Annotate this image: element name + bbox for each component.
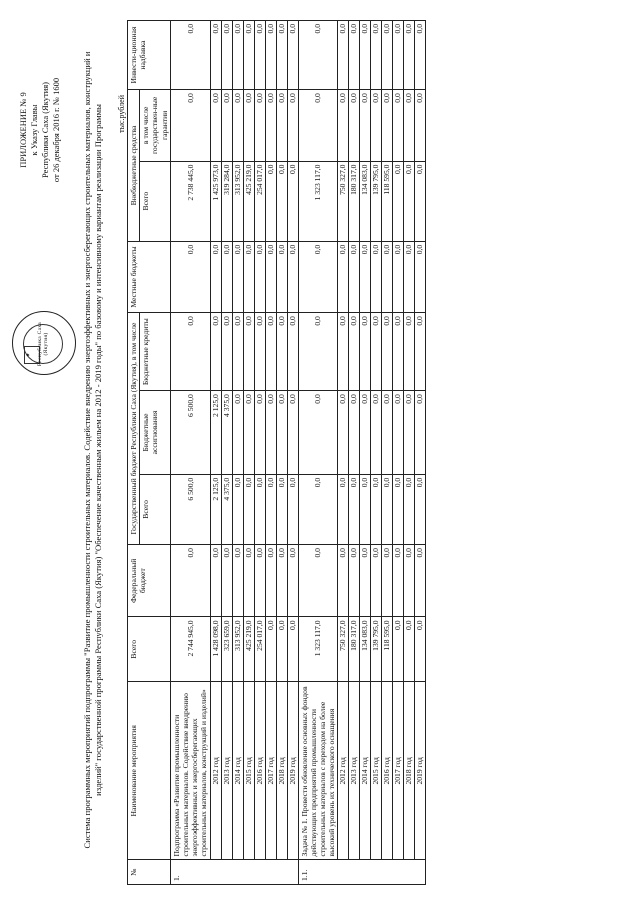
year-value: 0,0 (349, 545, 360, 617)
year-value: 0,0 (210, 90, 221, 161)
year-value: 0,0 (287, 90, 298, 161)
year-value: 0,0 (393, 313, 404, 391)
year-value: 0,0 (393, 241, 404, 312)
year-value: 0,0 (243, 90, 254, 161)
year-value: 4 375,0 (221, 474, 232, 544)
document-title: Система программных мероприятий подпрограммы "Развитие промышленности строительных материалов. Содействие внедрению энергоэффективных и энергосберегающих строительных материалов, конструкций и изделий" государственной программы Республики Саха (Якутия) "Обеспечение качественным жильем на 2012 - 2019 годы" по базовому и интенсивному вариантам реализации Программы (82, 51, 103, 849)
year-value: 0,0 (349, 474, 360, 544)
year-value: 0,0 (393, 21, 404, 90)
section-value: 0,0 (170, 241, 210, 312)
year-value: 2 125,0 (210, 391, 221, 475)
year-value: 0,0 (360, 241, 371, 312)
year-value: 0,0 (265, 617, 276, 682)
year-value: 0,0 (210, 313, 221, 391)
year-value: 0,0 (382, 391, 393, 475)
col-state-group: Государственный бюджет Республики Саха (Якутия), в том числе (128, 313, 140, 545)
year-value: 139 795,0 (371, 617, 382, 682)
year-value: 0,0 (415, 474, 426, 544)
year-value: 0,0 (404, 161, 415, 241)
year-label: 2015 год (371, 682, 382, 860)
year-row (393, 21, 404, 885)
year-row (382, 21, 393, 885)
year-value: 0,0 (393, 90, 404, 161)
year-value: 0,0 (338, 21, 349, 90)
year-value: 0,0 (232, 90, 243, 161)
appendix-region: Республики Саха (Якутия) (40, 82, 50, 179)
section-value: 0,0 (170, 21, 210, 90)
year-value: 2 125,0 (210, 474, 221, 544)
year-value: 0,0 (338, 241, 349, 312)
year-value: 0,0 (415, 617, 426, 682)
year-value: 118 595,0 (382, 617, 393, 682)
year-row (338, 21, 349, 885)
year-label: 2017 год (393, 682, 404, 860)
appendix-ref: к Указу Главы (29, 104, 39, 156)
official-seal (12, 311, 76, 375)
section-value: 0,0 (298, 241, 338, 312)
col-name: Наименование мероприятия (128, 682, 171, 860)
section-row (170, 21, 210, 885)
year-value: 0,0 (232, 21, 243, 90)
year-value: 0,0 (265, 391, 276, 475)
year-value: 180 317,0 (349, 617, 360, 682)
year-value: 0,0 (349, 391, 360, 475)
section-value: 1 323 117,0 (298, 161, 338, 241)
year-value: 0,0 (371, 391, 382, 475)
year-value: 0,0 (287, 474, 298, 544)
year-label: 2015 год (243, 682, 254, 860)
seal-emblem: ✦ (24, 346, 40, 364)
year-value: 0,0 (404, 617, 415, 682)
year-value: 0,0 (360, 474, 371, 544)
year-value: 0,0 (232, 391, 243, 475)
col-state-credit: Бюджетные кредиты (140, 313, 171, 391)
year-value: 0,0 (243, 241, 254, 312)
year-value: 0,0 (415, 161, 426, 241)
year-value: 0,0 (287, 161, 298, 241)
year-value: 0,0 (393, 545, 404, 617)
year-value: 0,0 (276, 161, 287, 241)
col-num: № (128, 860, 171, 885)
year-value: 0,0 (254, 545, 265, 617)
year-value: 425 219,0 (243, 617, 254, 682)
year-row (404, 21, 415, 885)
year-value: 0,0 (265, 545, 276, 617)
year-value: 0,0 (232, 241, 243, 312)
year-row (276, 21, 287, 885)
year-value: 0,0 (360, 545, 371, 617)
year-value: 0,0 (221, 241, 232, 312)
year-label: 2018 год (404, 682, 415, 860)
year-label: 2017 год (265, 682, 276, 860)
year-value: 134 083,0 (360, 161, 371, 241)
year-value: 0,0 (393, 161, 404, 241)
year-value: 0,0 (243, 21, 254, 90)
year-value: 0,0 (404, 241, 415, 312)
year-value: 0,0 (254, 313, 265, 391)
year-value: 0,0 (232, 474, 243, 544)
year-value: 0,0 (338, 474, 349, 544)
col-state-assign: Бюджетные ассигнования (140, 391, 171, 475)
year-value: 0,0 (243, 391, 254, 475)
year-value: 0,0 (287, 545, 298, 617)
section-name: Задача № 1. Провести обновление основных фондов действующих предприятий промышленности строительных материалов с переходом на более высокий уровень их технического оснащения (298, 682, 338, 860)
section-value: 0,0 (298, 313, 338, 391)
appendix-header (18, 20, 62, 240)
year-value: 0,0 (221, 21, 232, 90)
section-value: 0,0 (298, 391, 338, 475)
section-value: 0,0 (298, 21, 338, 90)
year-value: 0,0 (254, 90, 265, 161)
year-value: 0,0 (415, 241, 426, 312)
year-value: 0,0 (382, 313, 393, 391)
year-value: 0,0 (393, 474, 404, 544)
appendix-number: ПРИЛОЖЕНИЕ № 9 (18, 92, 28, 168)
year-value: 0,0 (287, 617, 298, 682)
year-value: 0,0 (265, 21, 276, 90)
year-value: 0,0 (393, 617, 404, 682)
year-row (243, 21, 254, 885)
year-value: 0,0 (415, 313, 426, 391)
year-value: 0,0 (254, 474, 265, 544)
year-value: 0,0 (382, 474, 393, 544)
year-label: 2018 год (276, 682, 287, 860)
col-extra-guar: в том числе государствен-ные гарантии (140, 90, 171, 161)
year-label: 2013 год (349, 682, 360, 860)
year-label: 2019 год (287, 682, 298, 860)
year-value: 0,0 (276, 241, 287, 312)
year-value: 0,0 (221, 545, 232, 617)
year-value: 0,0 (349, 313, 360, 391)
year-value: 0,0 (210, 21, 221, 90)
year-value: 0,0 (415, 21, 426, 90)
year-value: 139 795,0 (371, 161, 382, 241)
year-value: 254 017,0 (254, 617, 265, 682)
year-value: 0,0 (243, 545, 254, 617)
year-value: 0,0 (287, 391, 298, 475)
section-value: 6 500,0 (170, 474, 210, 544)
year-value: 0,0 (360, 21, 371, 90)
section-value: 1 323 117,0 (298, 617, 338, 682)
header-row (128, 21, 140, 885)
section-name: Подпрограмма «Развитие промышленности строительных материалов. Содействие внедрению энергоэффективных и энергосберегающих строительных материалов, конструкций и изделий» (170, 682, 210, 860)
year-value: 0,0 (276, 90, 287, 161)
year-value: 0,0 (265, 90, 276, 161)
year-value: 0,0 (221, 90, 232, 161)
year-label: 2019 год (415, 682, 426, 860)
year-label: 2012 год (210, 682, 221, 860)
year-value: 0,0 (265, 241, 276, 312)
year-value: 313 952,0 (232, 617, 243, 682)
year-label: 2014 год (232, 682, 243, 860)
year-value: 0,0 (382, 90, 393, 161)
section-value: 0,0 (298, 90, 338, 161)
year-value: 0,0 (371, 313, 382, 391)
year-value: 319 284,0 (221, 161, 232, 241)
year-value: 0,0 (360, 313, 371, 391)
year-value: 313 952,0 (232, 161, 243, 241)
year-value: 0,0 (360, 90, 371, 161)
year-value: 0,0 (276, 617, 287, 682)
year-value: 0,0 (232, 313, 243, 391)
year-value: 0,0 (382, 241, 393, 312)
year-value: 0,0 (382, 21, 393, 90)
section-value: 6 500,0 (170, 391, 210, 475)
year-value: 0,0 (338, 391, 349, 475)
year-value: 0,0 (287, 313, 298, 391)
year-row (221, 21, 232, 885)
year-value: 118 595,0 (382, 161, 393, 241)
year-value: 0,0 (287, 241, 298, 312)
col-local: Местные бюджеты (128, 241, 171, 312)
col-total: Всего (128, 617, 171, 682)
year-value: 0,0 (349, 90, 360, 161)
year-value: 0,0 (276, 474, 287, 544)
year-value: 0,0 (210, 545, 221, 617)
year-value: 0,0 (265, 313, 276, 391)
year-value: 0,0 (404, 545, 415, 617)
year-row (415, 21, 426, 885)
year-value: 0,0 (265, 161, 276, 241)
year-label: 2012 год (338, 682, 349, 860)
year-value: 134 083,0 (360, 617, 371, 682)
year-value: 0,0 (276, 545, 287, 617)
year-value: 0,0 (371, 241, 382, 312)
year-value: 254 017,0 (254, 161, 265, 241)
year-value: 0,0 (232, 545, 243, 617)
year-value: 0,0 (371, 21, 382, 90)
unit-label: тыс.рублей (117, 95, 126, 133)
year-value: 425 219,0 (243, 161, 254, 241)
year-value: 0,0 (210, 241, 221, 312)
section-value: 0,0 (298, 545, 338, 617)
year-value: 0,0 (221, 313, 232, 391)
year-value: 1 425 973,0 (210, 161, 221, 241)
section-value: 2 738 445,0 (170, 161, 210, 241)
year-value: 0,0 (404, 21, 415, 90)
year-value: 0,0 (338, 545, 349, 617)
year-row (265, 21, 276, 885)
year-row (232, 21, 243, 885)
year-value: 0,0 (276, 313, 287, 391)
appendix-date: от 26 декабря 2016 г. № 1600 (51, 77, 61, 183)
col-state-total: Всего (140, 474, 171, 544)
year-value: 0,0 (371, 474, 382, 544)
year-row (254, 21, 265, 885)
year-value: 0,0 (287, 21, 298, 90)
program-table (127, 20, 426, 885)
year-value: 180 317,0 (349, 161, 360, 241)
year-value: 0,0 (415, 545, 426, 617)
section-row (298, 21, 338, 885)
year-value: 0,0 (371, 545, 382, 617)
year-label: 2014 год (360, 682, 371, 860)
year-value: 750 327,0 (338, 161, 349, 241)
year-row (349, 21, 360, 885)
year-value: 0,0 (382, 545, 393, 617)
year-label: 2016 год (382, 682, 393, 860)
year-value: 0,0 (243, 313, 254, 391)
year-row (287, 21, 298, 885)
year-value: 0,0 (254, 21, 265, 90)
year-value: 0,0 (254, 241, 265, 312)
year-value: 0,0 (338, 90, 349, 161)
col-extra-group: Внебюджетные средства (128, 90, 140, 242)
section-number: 1.1. (298, 860, 426, 885)
table-body (170, 21, 426, 885)
section-value: 0,0 (298, 474, 338, 544)
year-value: 0,0 (404, 391, 415, 475)
year-row (360, 21, 371, 885)
year-value: 0,0 (415, 90, 426, 161)
year-row (210, 21, 221, 885)
year-value: 0,0 (243, 474, 254, 544)
year-value: 4 375,0 (221, 391, 232, 475)
year-value: 750 327,0 (338, 617, 349, 682)
section-value: 0,0 (170, 545, 210, 617)
year-value: 0,0 (349, 241, 360, 312)
col-extra-total: Всего (140, 161, 171, 241)
year-value: 0,0 (415, 391, 426, 475)
year-value: 0,0 (338, 313, 349, 391)
year-label: 2016 год (254, 682, 265, 860)
year-value: 0,0 (254, 391, 265, 475)
col-federal: Федеральный бюджет (128, 545, 171, 617)
year-value: 0,0 (349, 21, 360, 90)
year-value: 323 659,0 (221, 617, 232, 682)
year-value: 0,0 (276, 21, 287, 90)
seal-text: Республика Саха (Якутия) (37, 321, 49, 367)
year-value: 0,0 (393, 391, 404, 475)
year-value: 0,0 (265, 474, 276, 544)
section-value: 0,0 (170, 90, 210, 161)
year-value: 0,0 (360, 391, 371, 475)
year-label: 2013 год (221, 682, 232, 860)
section-value: 2 744 945,0 (170, 617, 210, 682)
year-value: 0,0 (404, 313, 415, 391)
section-number: 1. (170, 860, 298, 885)
year-row (371, 21, 382, 885)
section-value: 0,0 (170, 313, 210, 391)
col-invest: Инвести-ционная надбавка (128, 21, 171, 90)
year-value: 0,0 (404, 474, 415, 544)
year-value: 0,0 (276, 391, 287, 475)
year-value: 1 428 098,0 (210, 617, 221, 682)
year-value: 0,0 (404, 90, 415, 161)
year-value: 0,0 (371, 90, 382, 161)
